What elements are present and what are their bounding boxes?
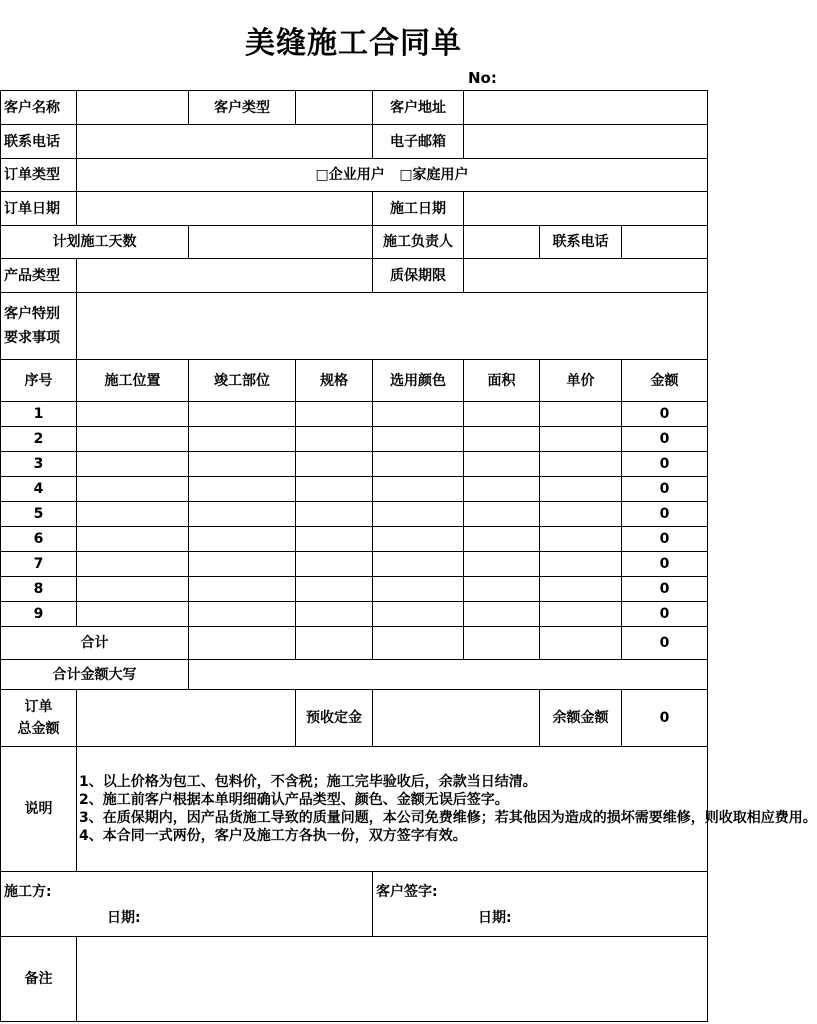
table-row — [1, 452, 708, 477]
warranty-label: 质保期限 — [373, 259, 464, 293]
cell-area[interactable] — [464, 502, 540, 527]
cell-area[interactable] — [464, 527, 540, 552]
special-requirements-row — [1, 293, 708, 360]
total-empty-5 — [540, 627, 622, 660]
cell-location[interactable] — [77, 477, 189, 502]
order-type-row — [1, 159, 708, 192]
notes-label: 说明 — [1, 747, 77, 872]
col-header-area: 面积 — [464, 360, 540, 402]
document-title: 美缝施工合同单 — [245, 26, 462, 61]
cell-area[interactable] — [464, 577, 540, 602]
total-empty-4 — [464, 627, 540, 660]
row-number: 1 — [1, 402, 77, 427]
cell-color[interactable] — [373, 602, 464, 627]
col-header-location: 施工位置 — [77, 360, 189, 402]
construction-lead-field[interactable] — [464, 226, 540, 259]
note-line-2: 2、施工前客户根据本单明细确认产品类型、颜色、金额无误后签字。 — [79, 792, 509, 808]
order-type-options[interactable]: □企业用户 □家庭用户 — [77, 159, 708, 192]
deposit-label: 预收定金 — [296, 690, 373, 747]
total-amount: 0 — [622, 627, 708, 660]
cell-amount: 0 — [622, 552, 708, 577]
warranty-field[interactable] — [464, 259, 708, 293]
items-header-row — [1, 360, 708, 402]
special-req-line-2: 要求事项 — [4, 330, 60, 346]
customer-signature-cell[interactable] — [373, 872, 708, 937]
row-number: 3 — [1, 452, 77, 477]
customer-info-row — [1, 91, 708, 125]
total-empty-2 — [296, 627, 373, 660]
cell-spec[interactable] — [296, 602, 373, 627]
col-header-unit-price: 单价 — [540, 360, 622, 402]
email-field[interactable] — [464, 125, 708, 159]
cell-unit-price[interactable] — [540, 402, 622, 427]
cell-amount: 0 — [622, 502, 708, 527]
customer-name-label: 客户名称 — [1, 91, 77, 125]
cell-color[interactable] — [373, 527, 464, 552]
cell-part[interactable] — [189, 452, 296, 477]
cell-color[interactable] — [373, 577, 464, 602]
contact-phone-label: 联系电话 — [540, 226, 622, 259]
contact-row — [1, 125, 708, 159]
deposit-field[interactable] — [373, 690, 540, 747]
order-type-label: 订单类型 — [1, 159, 77, 192]
cell-spec[interactable] — [296, 477, 373, 502]
special-requirements-label — [1, 293, 77, 360]
cell-color[interactable] — [373, 452, 464, 477]
cell-spec[interactable] — [296, 452, 373, 477]
cell-area[interactable] — [464, 427, 540, 452]
customer-name-field[interactable] — [77, 91, 189, 125]
cell-area[interactable] — [464, 552, 540, 577]
table-row — [1, 502, 708, 527]
cell-location[interactable] — [77, 502, 189, 527]
cell-unit-price[interactable] — [540, 452, 622, 477]
row-number: 8 — [1, 577, 77, 602]
total-upper-field[interactable] — [189, 660, 708, 690]
cell-spec[interactable] — [296, 427, 373, 452]
cell-area[interactable] — [464, 477, 540, 502]
cell-unit-price[interactable] — [540, 602, 622, 627]
cell-color[interactable] — [373, 427, 464, 452]
product-row — [1, 259, 708, 293]
construction-date-label: 施工日期 — [373, 192, 464, 226]
cell-spec[interactable] — [296, 577, 373, 602]
schedule-row — [1, 226, 708, 259]
cell-area[interactable] — [464, 452, 540, 477]
note-line-4: 4、本合同一式两份，客户及施工方各执一份，双方签字有效。 — [79, 828, 467, 844]
special-requirements-field[interactable] — [77, 293, 708, 360]
cell-spec[interactable] — [296, 527, 373, 552]
order-date-field[interactable] — [77, 192, 373, 226]
signature-row — [1, 872, 708, 937]
customer-type-label: 客户类型 — [189, 91, 296, 125]
order-number-label: No: — [468, 69, 497, 87]
cell-part[interactable] — [189, 402, 296, 427]
email-label: 电子邮箱 — [373, 125, 464, 159]
cell-location[interactable] — [77, 402, 189, 427]
balance-label: 余额金额 — [540, 690, 622, 747]
table-row — [1, 527, 708, 552]
cell-part[interactable] — [189, 502, 296, 527]
contractor-date-label: 日期: — [107, 909, 141, 926]
cell-amount: 0 — [622, 602, 708, 627]
col-header-no: 序号 — [1, 360, 77, 402]
order-date-label: 订单日期 — [1, 192, 77, 226]
customer-date-label: 日期: — [478, 909, 512, 926]
cell-amount: 0 — [622, 477, 708, 502]
cell-unit-price[interactable] — [540, 527, 622, 552]
total-empty-1 — [189, 627, 296, 660]
total-label: 合计 — [1, 627, 189, 660]
planned-days-field[interactable] — [189, 226, 373, 259]
remarks-field[interactable] — [77, 937, 708, 1022]
contractor-label: 施工方: — [4, 883, 52, 900]
table-row — [1, 552, 708, 577]
notes-row — [1, 747, 708, 872]
note-line-3: 3、在质保期内，因产品货施工导致的质量问题，本公司免费维修；若其他因为造成的损坏需要维修，则收取相应费用。 — [79, 810, 817, 826]
table-row — [1, 427, 708, 452]
cell-spec[interactable] — [296, 502, 373, 527]
total-empty-3 — [373, 627, 464, 660]
balance-value: 0 — [622, 690, 708, 747]
cell-unit-price[interactable] — [540, 502, 622, 527]
col-header-color: 选用颜色 — [373, 360, 464, 402]
row-number: 5 — [1, 502, 77, 527]
table-row — [1, 577, 708, 602]
cell-amount: 0 — [622, 427, 708, 452]
remarks-row — [1, 937, 708, 1022]
col-header-part: 竣工部位 — [189, 360, 296, 402]
cell-unit-price[interactable] — [540, 577, 622, 602]
cell-part[interactable] — [189, 427, 296, 452]
product-type-field[interactable] — [77, 259, 373, 293]
cell-amount: 0 — [622, 577, 708, 602]
customer-type-field[interactable] — [296, 91, 373, 125]
contract-form — [0, 90, 817, 1022]
construction-lead-label: 施工负责人 — [373, 226, 464, 259]
cell-part[interactable] — [189, 477, 296, 502]
cell-part[interactable] — [189, 602, 296, 627]
table-row — [1, 477, 708, 502]
note-line-1: 1、以上价格为包工、包料价，不含税；施工完毕验收后，余款当日结清。 — [79, 774, 537, 790]
special-req-line-1: 客户特别 — [4, 306, 60, 322]
cell-spec[interactable] — [296, 402, 373, 427]
cell-location[interactable] — [77, 552, 189, 577]
total-upper-label: 合计金额大写 — [1, 660, 189, 690]
order-total-field[interactable] — [77, 690, 296, 747]
planned-days-label: 计划施工天数 — [1, 226, 189, 259]
cell-location[interactable] — [77, 527, 189, 552]
cell-amount: 0 — [622, 402, 708, 427]
row-number: 9 — [1, 602, 77, 627]
customer-address-field[interactable] — [464, 91, 708, 125]
phone-label: 联系电话 — [1, 125, 77, 159]
order-total-row — [1, 690, 708, 747]
total-upper-row — [1, 660, 708, 690]
col-header-spec: 规格 — [296, 360, 373, 402]
cell-color[interactable] — [373, 502, 464, 527]
order-total-label — [1, 690, 77, 747]
contact-phone-field[interactable] — [622, 226, 708, 259]
cell-unit-price[interactable] — [540, 427, 622, 452]
customer-address-label: 客户地址 — [373, 91, 464, 125]
remarks-label: 备注 — [1, 937, 77, 1022]
table-row — [1, 402, 708, 427]
cell-area[interactable] — [464, 402, 540, 427]
table-row — [1, 602, 708, 627]
col-header-amount: 金额 — [622, 360, 708, 402]
date-row — [1, 192, 708, 226]
cell-area[interactable] — [464, 602, 540, 627]
product-type-label: 产品类型 — [1, 259, 77, 293]
total-row — [1, 627, 708, 660]
order-total-line-1: 订单 — [24, 699, 53, 715]
row-number: 4 — [1, 477, 77, 502]
cell-color[interactable] — [373, 552, 464, 577]
cell-unit-price[interactable] — [540, 552, 622, 577]
contractor-signature-cell[interactable] — [1, 872, 373, 937]
order-total-line-2: 总金额 — [17, 721, 60, 737]
row-number: 7 — [1, 552, 77, 577]
cell-amount: 0 — [622, 527, 708, 552]
construction-date-field[interactable] — [464, 192, 708, 226]
cell-part[interactable] — [189, 527, 296, 552]
row-number: 6 — [1, 527, 77, 552]
cell-color[interactable] — [373, 477, 464, 502]
cell-unit-price[interactable] — [540, 477, 622, 502]
cell-spec[interactable] — [296, 552, 373, 577]
row-number: 2 — [1, 427, 77, 452]
cell-location[interactable] — [77, 452, 189, 477]
cell-part[interactable] — [189, 577, 296, 602]
cell-color[interactable] — [373, 402, 464, 427]
cell-amount: 0 — [622, 452, 708, 477]
cell-location[interactable] — [77, 602, 189, 627]
cell-location[interactable] — [77, 427, 189, 452]
cell-location[interactable] — [77, 577, 189, 602]
customer-signature-label: 客户签字: — [376, 883, 438, 900]
cell-part[interactable] — [189, 552, 296, 577]
notes-content — [77, 747, 817, 872]
phone-field[interactable] — [77, 125, 373, 159]
